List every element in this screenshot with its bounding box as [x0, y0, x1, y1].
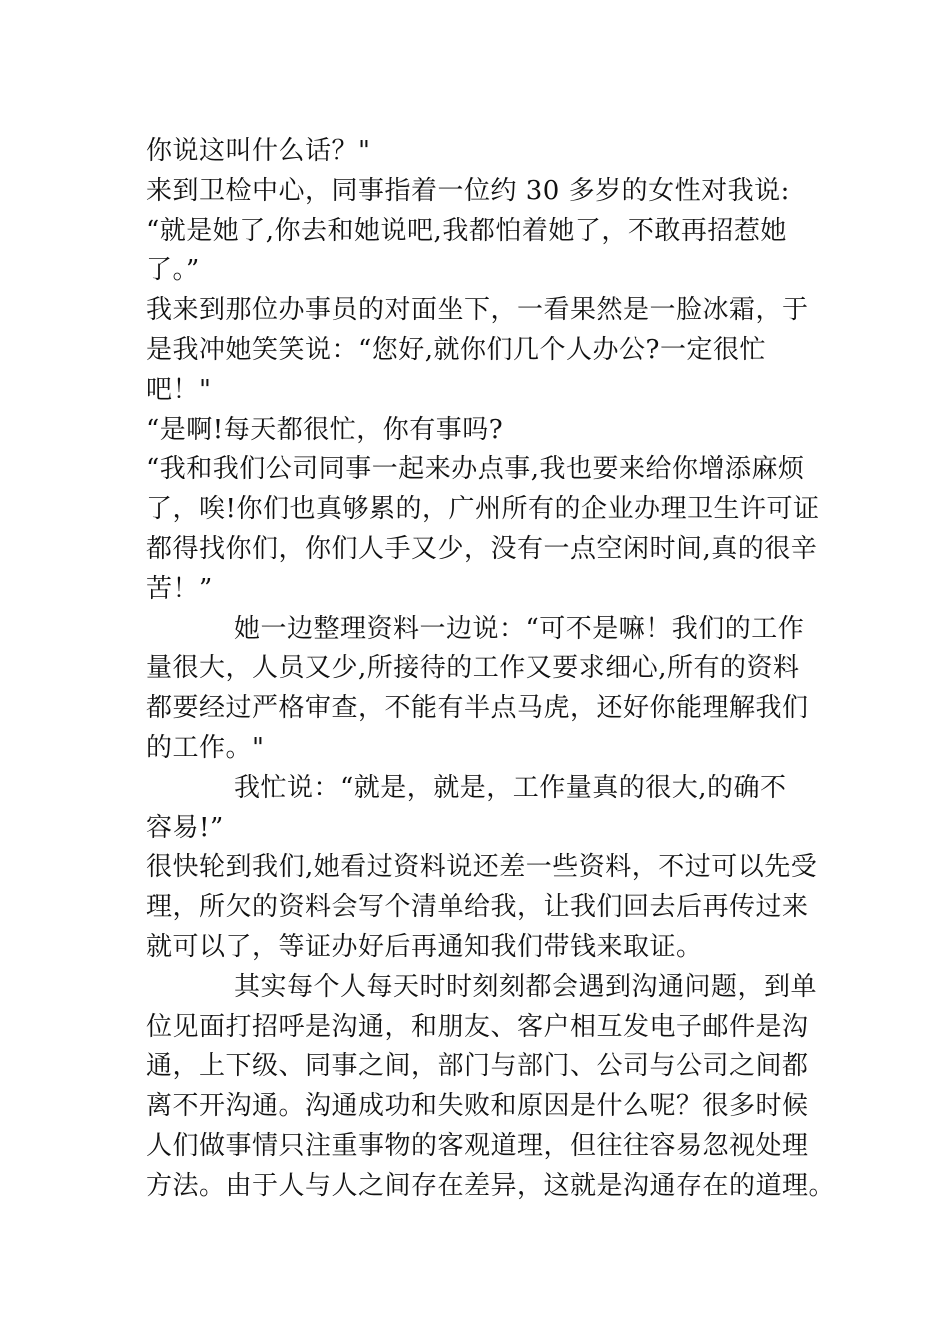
text-line: 容易!” [146, 812, 224, 843]
text-line: 是我冲她笑笑说：“您好,就你们几个人办公?一定很忙 [146, 334, 766, 365]
body-text [146, 132, 836, 1207]
text-line: 人们做事情只注重事物的客观道理，但往往容易忽视处理 [146, 1130, 809, 1161]
text-line: 苦！” [146, 573, 213, 604]
text-line: 吧！" [146, 374, 212, 405]
text-line: 位见面打招呼是沟通，和朋友、客户相互发电子邮件是沟 [146, 1011, 809, 1042]
text-line: 就可以了，等证办好后再通知我们带钱来取证。 [146, 931, 703, 962]
text-line: 方法。由于人与人之间存在差异，这就是沟通存在的道理。 [146, 1170, 836, 1201]
text-line: 我来到那位办事员的对面坐下，一看果然是一脸冰霜，于 [146, 295, 809, 326]
text-line: 了。” [146, 255, 200, 286]
text-line: 了，唉!你们也真够累的，广州所有的企业办理卫生许可证 [146, 494, 820, 525]
text-line: 的工作。" [146, 732, 265, 763]
text-line: 通，上下级、同事之间，部门与部门、公司与公司之间都 [146, 1051, 809, 1082]
text-line: 离不开沟通。沟通成功和失败和原因是什么呢？很多时候 [146, 1091, 809, 1122]
text-line: 她一边整理资料一边说：“可不是嘛！我们的工作 [234, 613, 805, 644]
text-line: 其实每个人每天时时刻刻都会遇到沟通问题，到单 [234, 971, 818, 1002]
text-line: “是啊!每天都很忙，你有事吗? [146, 414, 504, 445]
text-line: 我忙说：“就是，就是，工作量真的很大,的确不 [234, 772, 787, 803]
text-line: 理，所欠的资料会写个清单给我，让我们回去后再传过来 [146, 892, 809, 923]
text-line: “就是她了,你去和她说吧,我都怕着她了，不敢再招惹她 [146, 215, 787, 246]
text-line: “我和我们公司同事一起来办点事,我也要来给你增添麻烦 [146, 454, 805, 485]
text-line: 量很大，人员又少,所接待的工作又要求细心,所有的资料 [146, 653, 800, 684]
text-line: 来到卫检中心，同事指着一位约 30 多岁的女性对我说: [146, 175, 790, 206]
text-line: 很快轮到我们,她看过资料说还差一些资料，不过可以先受 [146, 852, 818, 883]
text-line: 都得找你们，你们人手又少，没有一点空闲时间,真的很辛 [146, 533, 818, 564]
text-line: 都要经过严格审查，不能有半点马虎，还好你能理解我们 [146, 693, 809, 724]
text-line: 你说这叫什么话？" [146, 136, 371, 166]
